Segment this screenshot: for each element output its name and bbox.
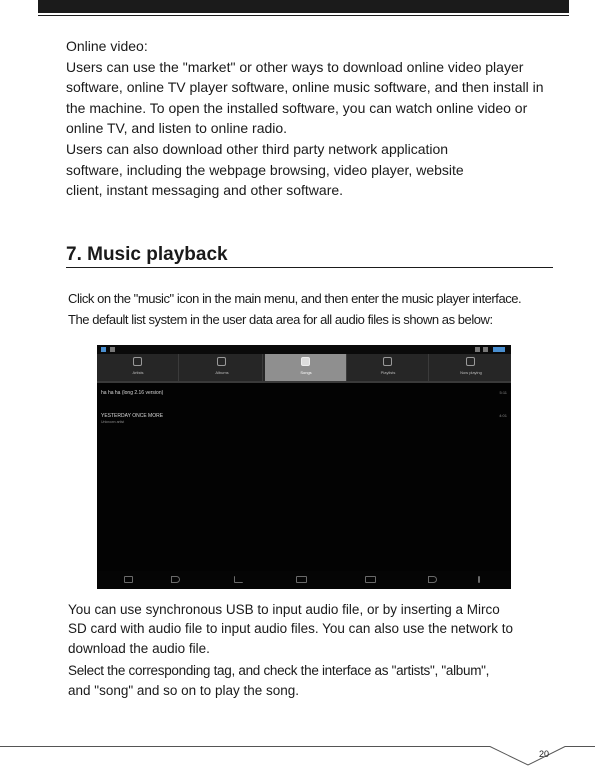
- usb-icon: [110, 347, 115, 352]
- song-duration: 4:01: [499, 413, 507, 418]
- song-title: ha ha ha (long 2.16 version): [101, 390, 164, 396]
- tab-label: Now playing: [460, 370, 482, 375]
- now-playing-icon: [466, 357, 475, 366]
- status-bar: [97, 345, 511, 354]
- text-line: the machine. To open the installed software, you can watch online video or: [66, 99, 528, 116]
- section-rule: [66, 267, 553, 268]
- recent-apps-icon[interactable]: [365, 576, 376, 583]
- text-line: The default list system in the user data area for all audio files is shown as below:: [68, 311, 493, 327]
- text-line: software, including the webpage browsing, video player, website: [66, 161, 464, 178]
- music-player-screenshot: [97, 345, 511, 589]
- footer-line: [0, 747, 595, 766]
- navigation-bar: [97, 571, 511, 589]
- album-icon: [217, 357, 226, 366]
- home-icon[interactable]: [296, 576, 307, 583]
- volume-down-icon[interactable]: [171, 576, 180, 583]
- intro-paragraph: [68, 289, 558, 330]
- tab-artists[interactable]: [97, 354, 179, 381]
- playlist-icon: [383, 357, 392, 366]
- text-line: and "song" and so on to play the song.: [68, 682, 300, 698]
- wifi-icon: [475, 347, 480, 352]
- text-line: SD card with audio file to input audio files. You can also use the network to: [68, 621, 514, 637]
- page-number: 20: [539, 749, 550, 759]
- text-line: online TV, and listen to online radio.: [66, 120, 288, 137]
- tab-label: Artists: [132, 370, 144, 375]
- artist-icon: [133, 357, 142, 366]
- song-row[interactable]: [101, 390, 507, 396]
- tab-label: Playlists: [380, 370, 396, 375]
- songs-icon: [301, 357, 310, 366]
- header-rule: [38, 15, 569, 16]
- song-duration: 5:11: [499, 390, 507, 395]
- usage-paragraph: [68, 600, 558, 700]
- library-tabs: [97, 354, 511, 383]
- text-line: software, online TV player software, online music software, and then install in: [66, 79, 544, 96]
- text-line: download the audio file.: [68, 640, 210, 656]
- header-bar: [38, 0, 569, 13]
- text-line: Users can also download other third party network application: [66, 140, 449, 157]
- online-video-paragraph: [66, 36, 566, 201]
- song-row[interactable]: [101, 413, 507, 424]
- tab-albums[interactable]: [181, 354, 263, 381]
- tab-label: Songs: [300, 370, 312, 375]
- text-line: Click on the "music" icon in the main menu, and then enter the music player interface.: [68, 291, 522, 306]
- text-line: You can use synchronous USB to input audio file, or by inserting a Mirco: [68, 602, 500, 617]
- notification-icon: [101, 347, 106, 352]
- menu-icon[interactable]: [478, 576, 480, 583]
- section-title: 7. Music playback: [66, 244, 228, 265]
- text-line: Users can use the "market" or other ways to download online video player: [66, 58, 524, 75]
- tab-songs[interactable]: [265, 354, 347, 381]
- song-title: YESTERDAY ONCE MORE: [101, 413, 164, 419]
- tab-playlists[interactable]: [347, 354, 429, 381]
- text-line: Select the corresponding tag, and check the interface as "artists", "album",: [68, 663, 490, 679]
- clock-icon: [493, 347, 505, 352]
- back-icon[interactable]: [234, 576, 243, 583]
- footer-decoration: [0, 738, 595, 767]
- text-line: client, instant messaging and other software.: [66, 182, 344, 199]
- text-line: Online video:: [66, 38, 148, 54]
- song-artist: Unknown artist: [101, 420, 125, 424]
- screenshot-icon[interactable]: [124, 576, 133, 583]
- battery-icon: [483, 347, 488, 352]
- tab-now-playing[interactable]: [430, 354, 511, 381]
- tab-label: Albums: [215, 370, 229, 375]
- volume-up-icon[interactable]: [428, 576, 437, 583]
